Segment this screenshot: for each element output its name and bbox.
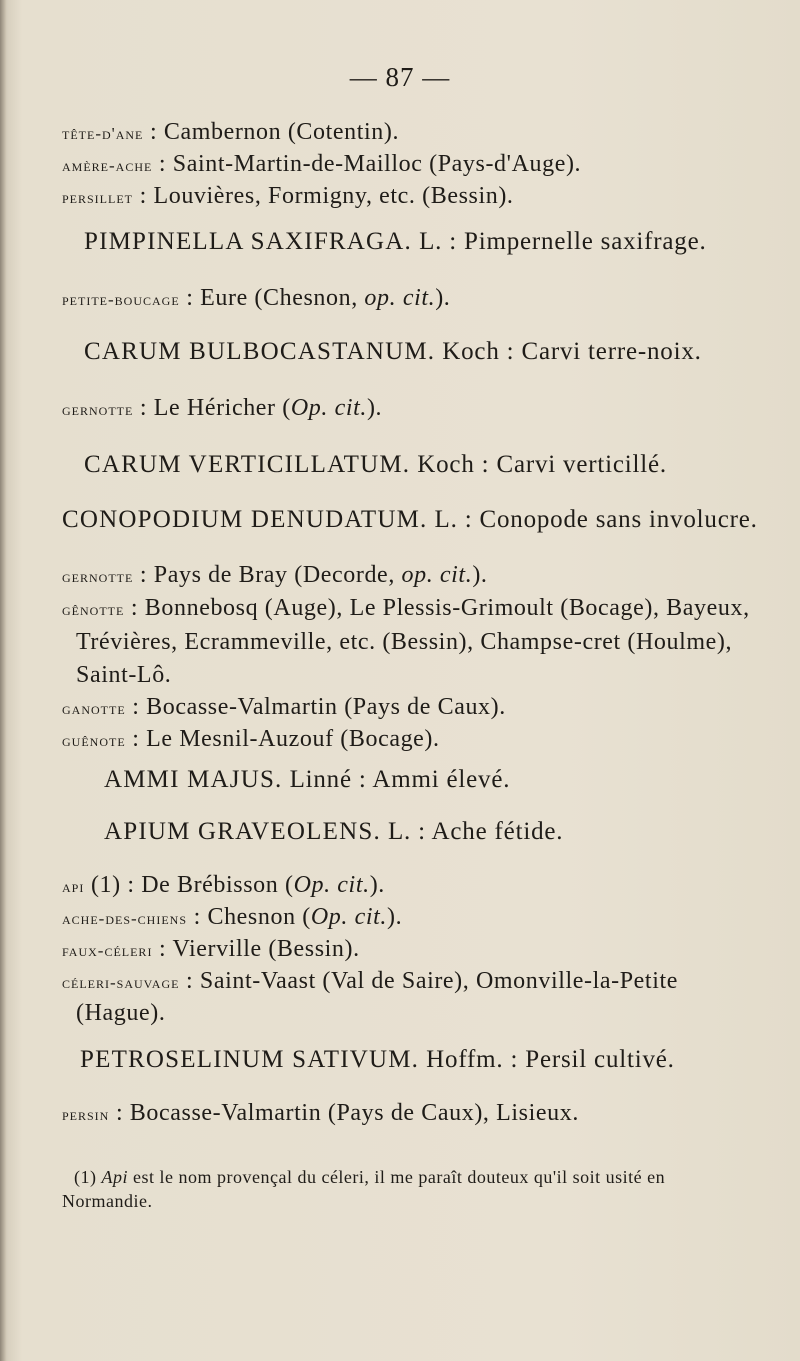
vernacular-name: faux-céleri [62, 941, 153, 960]
footnote-term: Api [101, 1167, 128, 1187]
citation: Op. cit. [293, 872, 370, 898]
entry-tete-d-ane [62, 117, 752, 149]
latin-name: CARUM VERTICILLATUM. [84, 451, 411, 478]
entry-text-end: ). [387, 904, 403, 930]
entry-text: : Saint-Martin-de-Mailloc (Pays-d'Auge). [152, 151, 582, 177]
citation: op. cit. [364, 285, 436, 311]
entry-gernotte-2 [62, 560, 752, 592]
entry-group-1 [62, 117, 752, 213]
species-carum-bulbocastanum [84, 338, 774, 366]
entry-text: (1) : De Brébisson ( [84, 872, 294, 898]
citation: op. cit. [401, 562, 473, 588]
entry-text: : Saint-Vaast (Val de Saire), Omonville-la-Petite (Hague). [76, 968, 678, 1026]
entry-text: : Le Mesnil-Auzouf (Bocage). [125, 726, 440, 752]
entry-text: : Chesnon ( [187, 904, 311, 930]
vernacular-name: amère-ache [62, 156, 153, 175]
entry-text-end: ). [369, 872, 385, 898]
entry-celeri-sauvage [62, 966, 752, 1029]
entry-text-end: ). [435, 285, 451, 311]
entry-ache-des-chiens [62, 902, 752, 934]
entry-persillet [62, 181, 752, 213]
species-ammi-majus [104, 766, 794, 794]
latin-name: CARUM BULBOCASTANUM. [84, 338, 436, 365]
vernacular-name: gernotte [62, 400, 134, 419]
entry-text: : Vierville (Bessin). [152, 936, 360, 962]
binding-gutter [0, 0, 6, 1361]
species-description: L. : Ache fétide. [380, 818, 564, 845]
latin-name: PIMPINELLA SAXIFRAGA. [84, 228, 413, 255]
latin-name: AMMI MAJUS. [104, 766, 283, 793]
species-conopodium [62, 506, 758, 534]
species-description: L. : Conopode sans involucre. [427, 506, 758, 533]
entry-text: : Bocasse-Valmartin (Pays de Caux), Lisieux. [109, 1100, 579, 1126]
vernacular-name: guênote [62, 731, 126, 750]
footnote [62, 1165, 722, 1213]
species-description: Linné : Ammi élevé. [282, 766, 511, 793]
entry-faux-celeri [62, 934, 752, 966]
vernacular-name: ache-des-chiens [62, 909, 187, 928]
page-number: — 87 — [349, 62, 451, 92]
entry-ganotte [62, 692, 752, 724]
species-apium-graveolens [104, 818, 794, 846]
species-description: L. : Pimpernelle saxifrage. [412, 228, 707, 255]
entry-amere-ache [62, 149, 752, 181]
entry-text: : Bocasse-Valmartin (Pays de Caux). [125, 694, 506, 720]
latin-name: CONOPODIUM DENUDATUM. [62, 506, 428, 533]
entry-group-conopodium [62, 560, 752, 756]
citation: Op. cit. [290, 395, 367, 421]
citation: Op. cit. [310, 904, 387, 930]
species-petroselinum [80, 1046, 770, 1074]
entry-text: : Pays de Bray (Decorde, [133, 562, 402, 588]
vernacular-name: céleri-sauvage [62, 973, 180, 992]
entry-petite-boucage [62, 283, 752, 315]
entry-text: : Bonnebosq (Auge), Le Plessis-Grimoult (Bocage), Bayeux, Trévières, Ecrammeville, etc. (Bessin), Champse-cret (Houlme), Saint-Lô. [76, 595, 750, 688]
species-description: Koch : Carvi verticillé. [410, 451, 667, 478]
entry-text-end: ). [472, 562, 488, 588]
entry-guenote [62, 724, 752, 756]
vernacular-name: persillet [62, 188, 133, 207]
entry-genotte [62, 592, 752, 692]
vernacular-name: persin [62, 1105, 110, 1124]
entry-api [62, 870, 752, 902]
entry-persin [62, 1098, 752, 1130]
entry-text: : Cambernon (Cotentin). [143, 119, 400, 145]
latin-name: APIUM GRAVEOLENS. [104, 818, 381, 845]
vernacular-name: ganotte [62, 699, 126, 718]
latin-name: PETROSELINUM SATIVUM. [80, 1046, 420, 1073]
entry-text-end: ). [366, 395, 383, 421]
species-description: Hoffm. : Persil cultivé. [419, 1046, 675, 1073]
entry-text: : Eure (Chesnon, [179, 285, 365, 311]
species-carum-verticillatum [84, 451, 774, 479]
species-description: Koch : Carvi terre-noix. [435, 338, 702, 365]
footnote-text: est le nom provençal du céleri, il me paraît douteux qu'il soit usité en Normandie. [62, 1167, 666, 1211]
vernacular-name: tête-d'ane [62, 124, 144, 143]
footnote-mark: (1) [74, 1167, 102, 1187]
species-pimpinella [84, 228, 774, 256]
vernacular-name: petite-boucage [62, 290, 180, 309]
entry-group-apium [62, 870, 752, 1029]
vernacular-name: api [62, 877, 85, 896]
entry-gernotte-1 [62, 393, 752, 425]
vernacular-name: gênotte [62, 600, 125, 619]
entry-text: : Le Héricher ( [133, 395, 291, 421]
entry-text: : Louvières, Formigny, etc. (Bessin). [133, 183, 514, 209]
vernacular-name: gernotte [62, 567, 134, 586]
